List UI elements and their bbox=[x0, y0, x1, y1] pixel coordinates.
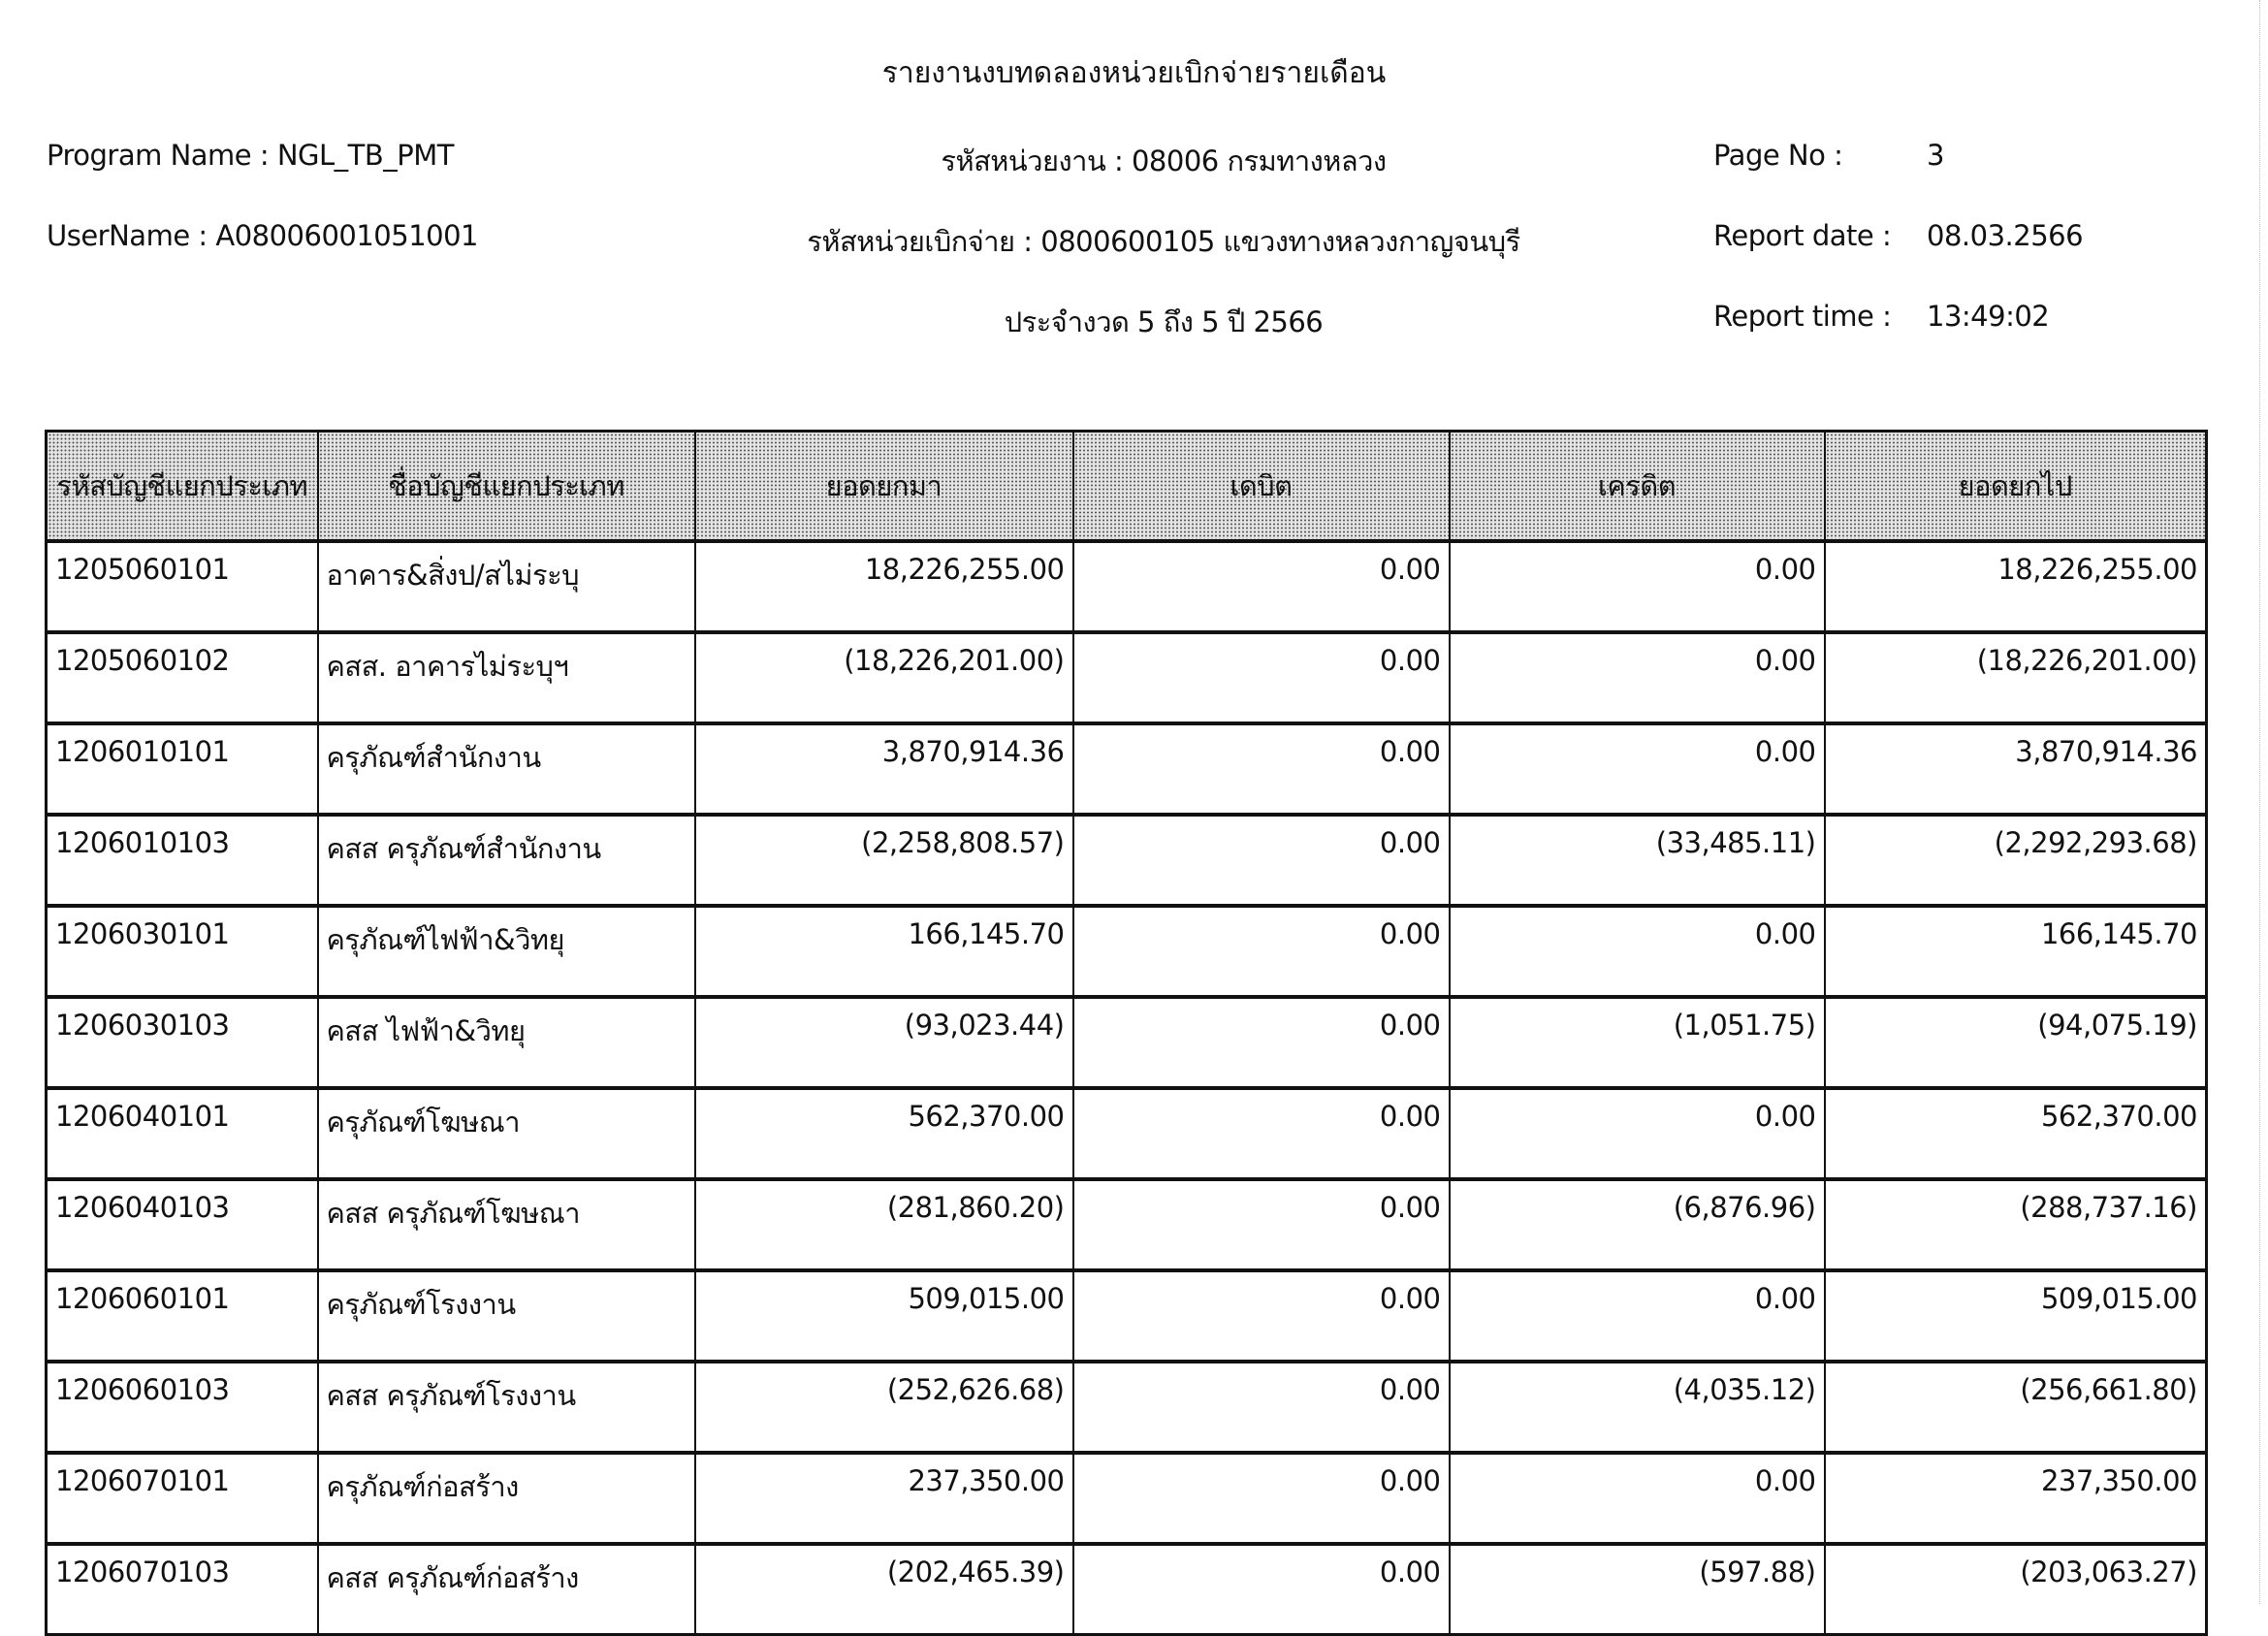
page-no-label: Page No : bbox=[1713, 139, 1843, 172]
account-code-cell: 1205060101 bbox=[47, 541, 318, 632]
report-period: ประจำงวด 5 ถึง 5 ปี 2566 bbox=[1004, 305, 1324, 338]
program-name: Program Name : NGL_TB_PMT bbox=[47, 139, 454, 172]
report-time-label: Report time : bbox=[1713, 300, 1892, 333]
closing-balance-cell: 18,226,255.00 bbox=[1825, 541, 2207, 632]
table-row bbox=[47, 906, 2207, 997]
credit-cell: 0.00 bbox=[1450, 1270, 1825, 1362]
table-row bbox=[47, 632, 2207, 723]
account-name-cell: ครุภัณฑ์ไฟฟ้า&วิทยุ bbox=[318, 906, 695, 997]
account-code-cell: 1205060102 bbox=[47, 632, 318, 723]
account-name-cell: คสส. อาคารไม่ระบุฯ bbox=[318, 632, 695, 723]
account-name-cell: ครุภัณฑ์โรงงาน bbox=[318, 1270, 695, 1362]
column-header-account-name: ชื่อบัญชีแยกประเภท bbox=[318, 432, 695, 542]
account-name-cell: คสส ไฟฟ้า&วิทยุ bbox=[318, 997, 695, 1088]
account-code-cell: 1206010101 bbox=[47, 723, 318, 815]
closing-balance-cell: (94,075.19) bbox=[1825, 997, 2207, 1088]
opening-balance-cell: 237,350.00 bbox=[695, 1453, 1073, 1544]
credit-cell: 0.00 bbox=[1450, 906, 1825, 997]
debit-cell: 0.00 bbox=[1073, 1270, 1450, 1362]
debit-cell: 0.00 bbox=[1073, 1453, 1450, 1544]
trial-balance-table bbox=[45, 430, 2208, 1636]
account-name-cell: คสส ครุภัณฑ์โฆษณา bbox=[318, 1179, 695, 1270]
account-name-cell: อาคาร&สิ่งป/สไม่ระบุ bbox=[318, 541, 695, 632]
table-row bbox=[47, 541, 2207, 632]
report-date-value: 08.03.2566 bbox=[1927, 219, 2084, 252]
account-code-cell: 1206010103 bbox=[47, 815, 318, 906]
opening-balance-cell: 509,015.00 bbox=[695, 1270, 1073, 1362]
opening-balance-cell: (281,860.20) bbox=[695, 1179, 1073, 1270]
disbursing-unit: รหัสหน่วยเบิกจ่าย : 0800600105 แขวงทางหลวงกาญจนบุรี bbox=[807, 225, 1520, 258]
account-code-cell: 1206040103 bbox=[47, 1179, 318, 1270]
account-code-cell: 1206030101 bbox=[47, 906, 318, 997]
page-no-value: 3 bbox=[1927, 139, 1944, 172]
table-row bbox=[47, 1179, 2207, 1270]
table-row bbox=[47, 723, 2207, 815]
credit-cell: (33,485.11) bbox=[1450, 815, 1825, 906]
credit-cell: (597.88) bbox=[1450, 1544, 1825, 1635]
report-title: รายงานงบทดลองหน่วยเบิกจ่ายรายเดือน bbox=[881, 56, 1387, 90]
debit-cell: 0.00 bbox=[1073, 1088, 1450, 1179]
debit-cell: 0.00 bbox=[1073, 906, 1450, 997]
debit-cell: 0.00 bbox=[1073, 1179, 1450, 1270]
closing-balance-cell: 166,145.70 bbox=[1825, 906, 2207, 997]
username: UserName : A08006001051001 bbox=[47, 219, 479, 252]
account-name-cell: ครุภัณฑ์โฆษณา bbox=[318, 1088, 695, 1179]
closing-balance-cell: 3,870,914.36 bbox=[1825, 723, 2207, 815]
credit-cell: 0.00 bbox=[1450, 1453, 1825, 1544]
table-row bbox=[47, 1544, 2207, 1635]
credit-cell: 0.00 bbox=[1450, 723, 1825, 815]
credit-cell: (4,035.12) bbox=[1450, 1362, 1825, 1453]
debit-cell: 0.00 bbox=[1073, 632, 1450, 723]
closing-balance-cell: (256,661.80) bbox=[1825, 1362, 2207, 1453]
column-header-opening-balance: ยอดยกมา bbox=[695, 432, 1073, 542]
closing-balance-cell: (203,063.27) bbox=[1825, 1544, 2207, 1635]
opening-balance-cell: 166,145.70 bbox=[695, 906, 1073, 997]
table-row bbox=[47, 1270, 2207, 1362]
table-body bbox=[47, 541, 2207, 1635]
credit-cell: (1,051.75) bbox=[1450, 997, 1825, 1088]
debit-cell: 0.00 bbox=[1073, 1362, 1450, 1453]
opening-balance-cell: (202,465.39) bbox=[695, 1544, 1073, 1635]
credit-cell: 0.00 bbox=[1450, 541, 1825, 632]
column-header-credit: เครดิต bbox=[1450, 432, 1825, 542]
table-row bbox=[47, 1088, 2207, 1179]
agency-code: รหัสหน่วยงาน : 08006 กรมทางหลวง bbox=[941, 144, 1387, 177]
table-row bbox=[47, 1453, 2207, 1544]
account-name-cell: ครุภัณฑ์สำนักงาน bbox=[318, 723, 695, 815]
account-name-cell: คสส ครุภัณฑ์โรงงาน bbox=[318, 1362, 695, 1453]
account-name-cell: คสส ครุภัณฑ์ก่อสร้าง bbox=[318, 1544, 695, 1635]
table-row bbox=[47, 997, 2207, 1088]
table-header-row bbox=[47, 432, 2207, 542]
table-row bbox=[47, 1362, 2207, 1453]
column-header-closing-balance: ยอดยกไป bbox=[1825, 432, 2207, 542]
account-code-cell: 1206060103 bbox=[47, 1362, 318, 1453]
column-header-account-code: รหัสบัญชีแยกประเภท bbox=[47, 432, 318, 542]
column-header-debit: เดบิต bbox=[1073, 432, 1450, 542]
account-code-cell: 1206040101 bbox=[47, 1088, 318, 1179]
account-code-cell: 1206070101 bbox=[47, 1453, 318, 1544]
opening-balance-cell: (18,226,201.00) bbox=[695, 632, 1073, 723]
account-code-cell: 1206070103 bbox=[47, 1544, 318, 1635]
debit-cell: 0.00 bbox=[1073, 997, 1450, 1088]
closing-balance-cell: 237,350.00 bbox=[1825, 1453, 2207, 1544]
credit-cell: 0.00 bbox=[1450, 1088, 1825, 1179]
closing-balance-cell: 562,370.00 bbox=[1825, 1088, 2207, 1179]
debit-cell: 0.00 bbox=[1073, 723, 1450, 815]
credit-cell: (6,876.96) bbox=[1450, 1179, 1825, 1270]
debit-cell: 0.00 bbox=[1073, 1544, 1450, 1635]
closing-balance-cell: (2,292,293.68) bbox=[1825, 815, 2207, 906]
closing-balance-cell: (288,737.16) bbox=[1825, 1179, 2207, 1270]
closing-balance-cell: 509,015.00 bbox=[1825, 1270, 2207, 1362]
debit-cell: 0.00 bbox=[1073, 541, 1450, 632]
debit-cell: 0.00 bbox=[1073, 815, 1450, 906]
table-row bbox=[47, 815, 2207, 906]
opening-balance-cell: 562,370.00 bbox=[695, 1088, 1073, 1179]
opening-balance-cell: (2,258,808.57) bbox=[695, 815, 1073, 906]
report-time-value: 13:49:02 bbox=[1927, 300, 2050, 333]
account-name-cell: ครุภัณฑ์ก่อสร้าง bbox=[318, 1453, 695, 1544]
closing-balance-cell: (18,226,201.00) bbox=[1825, 632, 2207, 723]
account-name-cell: คสส ครุภัณฑ์สำนักงาน bbox=[318, 815, 695, 906]
credit-cell: 0.00 bbox=[1450, 632, 1825, 723]
account-code-cell: 1206030103 bbox=[47, 997, 318, 1088]
report-date-label: Report date : bbox=[1713, 219, 1892, 252]
opening-balance-cell: 18,226,255.00 bbox=[695, 541, 1073, 632]
opening-balance-cell: (252,626.68) bbox=[695, 1362, 1073, 1453]
opening-balance-cell: (93,023.44) bbox=[695, 997, 1073, 1088]
account-code-cell: 1206060101 bbox=[47, 1270, 318, 1362]
opening-balance-cell: 3,870,914.36 bbox=[695, 723, 1073, 815]
